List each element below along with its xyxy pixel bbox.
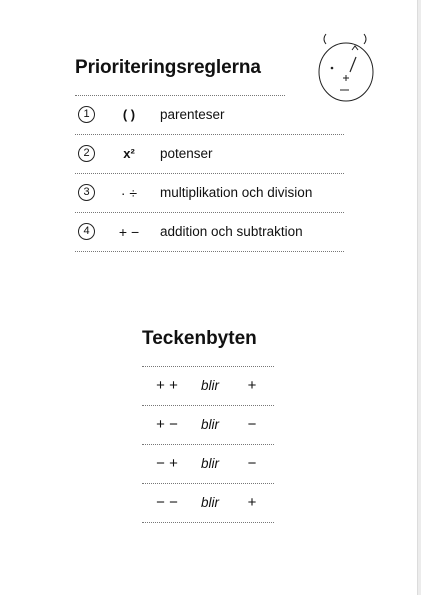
priority-list (75, 96, 344, 252)
sign-word: blir (201, 456, 220, 471)
signs-list (142, 366, 274, 523)
priority-label: addition och subtraktion (160, 224, 303, 239)
priority-row (75, 96, 344, 135)
priority-label: potenser (160, 146, 213, 161)
priority-label: parenteser (160, 107, 225, 122)
priority-number: 1 (78, 106, 95, 123)
sign-word: blir (201, 495, 220, 510)
priority-row (75, 174, 344, 213)
signs-title: Teckenbyten (142, 328, 257, 349)
priority-title: Prioriteringsreglerna (75, 57, 261, 78)
sign-word: blir (201, 378, 220, 393)
priority-number: 2 (78, 145, 95, 162)
sign-combo: − − (156, 494, 178, 511)
priority-row (75, 213, 344, 252)
sign-row (142, 367, 274, 406)
priority-number: 4 (78, 223, 95, 240)
sign-row (142, 445, 274, 484)
priority-row (75, 135, 344, 174)
priority-symbol: · ÷ (120, 185, 138, 201)
sign-combo: + − (156, 416, 178, 433)
priority-label: multiplikation och division (160, 185, 313, 200)
sign-result: + (247, 377, 257, 394)
sign-combo: + + (156, 377, 178, 394)
doodle-face-icon (316, 32, 376, 102)
page-edge (417, 0, 421, 595)
priority-symbol: x² (123, 146, 135, 161)
sign-result: + (247, 494, 257, 511)
sign-row (142, 484, 274, 523)
priority-symbol: ( ) (122, 107, 136, 122)
priority-symbol: + − (118, 224, 140, 240)
priority-number: 3 (78, 184, 95, 201)
sign-row (142, 406, 274, 445)
sign-combo: − + (156, 455, 178, 472)
sign-result: − (247, 416, 257, 433)
sign-word: blir (201, 417, 220, 432)
sign-result: − (247, 455, 257, 472)
